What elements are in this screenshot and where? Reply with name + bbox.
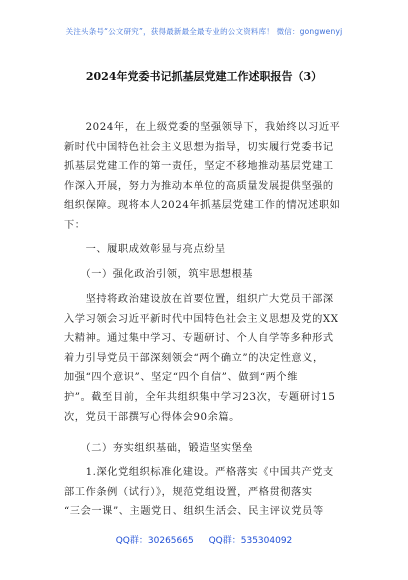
footer-qq-group-2: QQ群：535304092	[208, 536, 293, 546]
footer-contact	[0, 533, 408, 546]
text-line: 下：	[64, 219, 86, 231]
subsection-heading: （一）强化政治引领，筑牢思想根基	[64, 269, 254, 280]
text-line: 组织保障。现将本人2024年抓基层党建工作的情况述职如	[64, 200, 341, 212]
paragraph-political-guidance	[64, 290, 340, 427]
text-line: 新时代中国特色社会主义思想为指导，切实履行党委书记	[64, 141, 334, 153]
text-line: 作深入开展，努力为推动本单位的高质量发展提供坚强的	[64, 180, 334, 192]
text-line: 入学习领会习近平新时代中国特色社会主义思想及党的XX	[64, 313, 339, 325]
paragraph-organization	[64, 463, 340, 522]
text-line: 坚持将政治建设放在首要位置，组织广大党员干部深	[64, 294, 334, 305]
text-line: 1.深化党组织标准化建设。严格落实《中国共产党支	[64, 467, 334, 478]
document-title: 2024年党委书记抓基层党建工作述职报告（3）	[85, 70, 323, 83]
text-line: 部工作条例（试行）》，规范党组设置，严格贯彻落实	[64, 486, 313, 498]
subsection-heading: （二）夯实组织基础，锻造坚实堡垒	[64, 443, 254, 454]
section-heading: 一、履职成效彰显与亮点纷呈	[64, 244, 226, 255]
text-line: 抓基层党建工作的第一责任，坚定不移地推动基层党建工	[64, 161, 334, 173]
text-line: 加强“四个意识”、坚定“四个自信”、做到“两个维	[64, 372, 299, 384]
text-line: 2024年，在上级党委的坚强领导下，我始终以习近平	[64, 122, 341, 133]
intro-paragraph	[64, 118, 340, 236]
text-line: 着力引导党员干部深刻领会“两个确立”的决定性意义，	[64, 352, 324, 364]
text-line: 次，党员干部撰写心得体会90余篇。	[64, 411, 240, 423]
text-line: “三会一课”、主题党日、组织生活会、民主评议党员等	[64, 506, 324, 518]
text-line: 护”。截至目前，全年共组织集中学习23次，专题研讨15	[64, 391, 336, 403]
text-line: 大精神。通过集中学习、专题研讨、个人自学等多种形式	[64, 333, 334, 345]
header-promo-note: 关注头条号“公文研究”，获得最新最全最专业的公文资料库！ 微信：gongwenyj	[65, 27, 343, 36]
footer-qq-group-1: QQ群：30265665	[115, 536, 194, 546]
